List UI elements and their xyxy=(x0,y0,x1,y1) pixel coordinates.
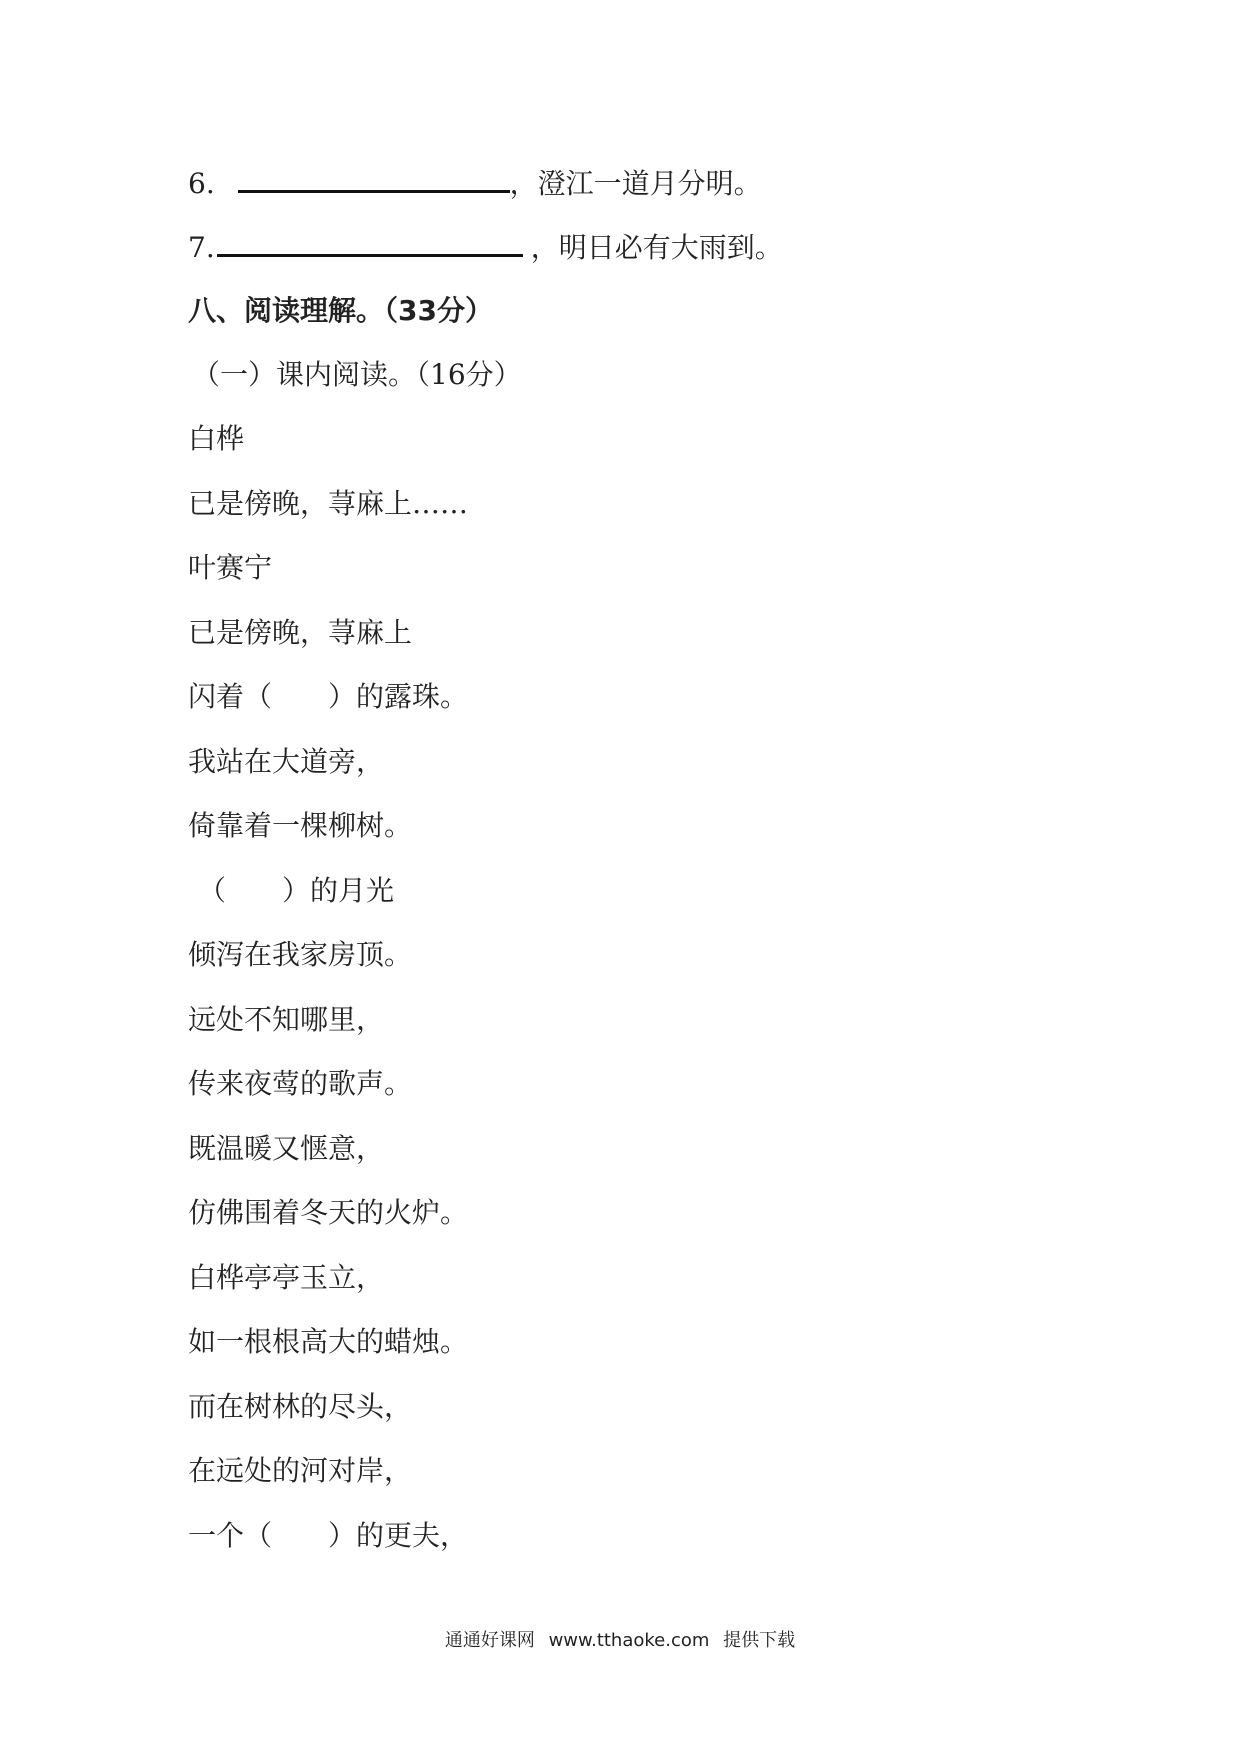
question-6-number: 6. xyxy=(188,167,215,200)
poem-line: 一个（ ）的更夫， xyxy=(188,1519,469,1552)
poem-line: 已是傍晚，荨麻上…… xyxy=(188,487,469,520)
question-6-text: ，澄江一道月分明。 xyxy=(509,167,762,200)
poem-line: 我站在大道旁， xyxy=(188,745,385,778)
question-7 xyxy=(188,226,783,268)
question-6 xyxy=(188,162,762,204)
footer-site-name: 通通好课网 xyxy=(444,1630,535,1651)
poem-line: 仿佛围着冬天的火炉。 xyxy=(188,1196,469,1229)
poem-line: 既温暖又惬意， xyxy=(188,1132,385,1165)
subsection-heading: （一）课内阅读。（16分） xyxy=(192,358,522,391)
poem-line: 倚靠着一棵柳树。 xyxy=(188,809,413,842)
poem-line: 叶赛宁 xyxy=(188,551,273,584)
poem-line: 在远处的河对岸， xyxy=(188,1454,413,1487)
page-footer xyxy=(0,1626,1240,1652)
question-6-blank[interactable] xyxy=(238,162,510,193)
poem-line: 而在树林的尽头， xyxy=(188,1390,413,1423)
poem-line: 如一根根高大的蜡烛。 xyxy=(188,1325,469,1358)
poem-line: 闪着（ ）的露珠。 xyxy=(188,680,469,713)
poem-line: 白桦亭亭玉立， xyxy=(188,1261,385,1294)
poem-line: 已是傍晚，荨麻上 xyxy=(188,616,413,649)
poem-line: 白桦 xyxy=(188,422,245,455)
footer-url[interactable]: www.tthaoke.com xyxy=(548,1630,710,1651)
footer-note: 提供下载 xyxy=(723,1630,796,1651)
poem-line: （ ）的月光 xyxy=(198,874,395,907)
question-7-number: 7. xyxy=(188,231,215,264)
section-heading: 八、阅读理解。（33分） xyxy=(188,294,493,327)
poem-line: 传来夜莺的歌声。 xyxy=(188,1067,413,1100)
question-7-text: ，明日必有大雨到。 xyxy=(530,231,783,264)
poem-line: 倾泻在我家房顶。 xyxy=(188,938,413,971)
poem-line: 远处不知哪里， xyxy=(188,1003,385,1036)
question-7-blank[interactable] xyxy=(217,226,523,257)
